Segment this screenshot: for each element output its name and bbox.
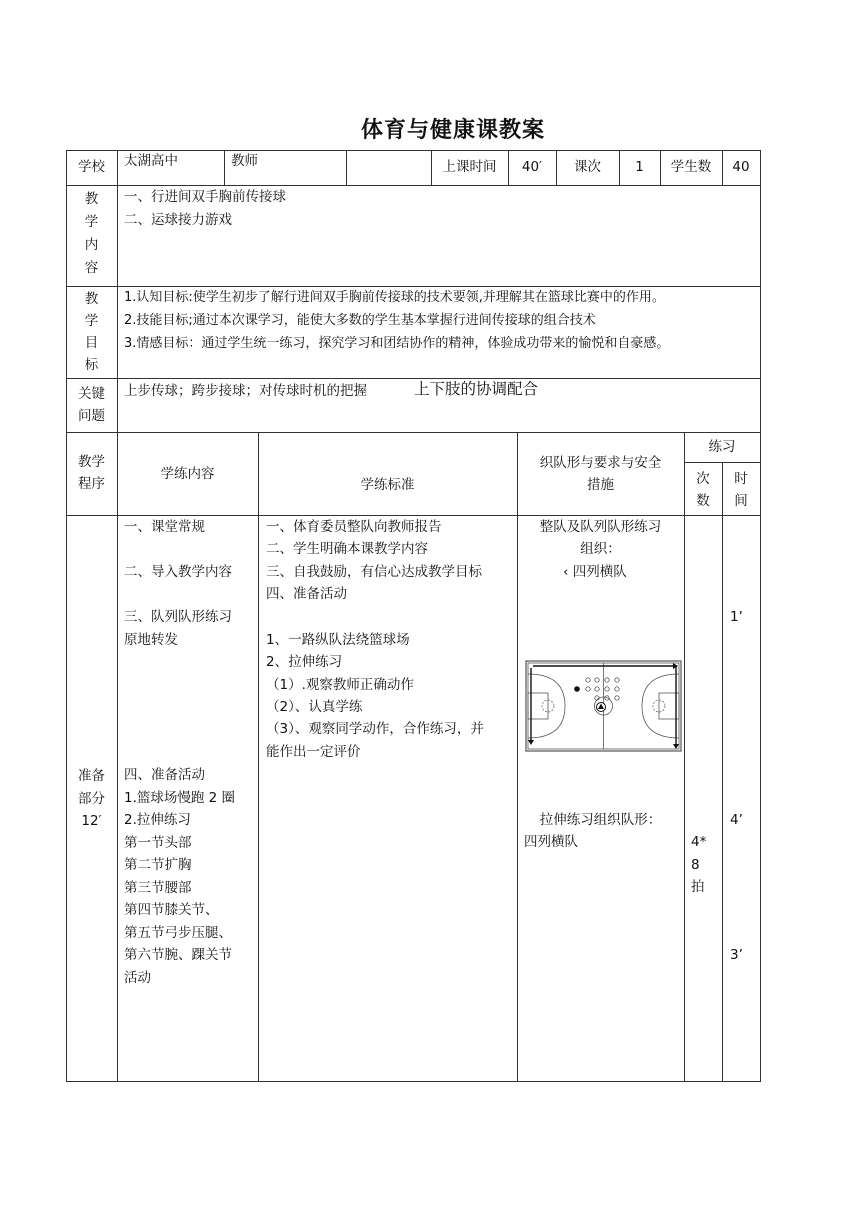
teacher-label: 教师 <box>231 153 258 169</box>
goal-item: 1.认知目标:使学生初步了解行进间双手胸前传接球的技术要领,并理解其在篮球比赛中的作用。 <box>124 290 665 305</box>
basketball-court-diagram <box>525 660 682 752</box>
school-value: 太湖高中 <box>124 153 178 169</box>
lesson-value: 1 <box>635 159 644 175</box>
goal-item: 2.技能目标;通过本次课学习，能使大多数的学生基本掌握行进间传接球的组合技术 <box>124 313 596 328</box>
key-text: 上步传球；跨步接球；对传球时机的把握 <box>124 383 367 399</box>
content-header: 学练内容 <box>160 466 215 482</box>
standard-header: 学练标准 <box>360 477 415 493</box>
students-label: 学生数 <box>670 159 712 175</box>
content-item: 二、运球接力游戏 <box>124 212 232 228</box>
school-label: 学校 <box>78 159 105 175</box>
students-value: 40 <box>732 159 750 175</box>
goal-item: 3.情感目标：通过学生统一练习，探究学习和团结协作的精神，体验成功带来的愉悦和自豪感。 <box>124 336 670 351</box>
content-item: 一、行进间双手胸前传接球 <box>124 189 286 205</box>
practice-header: 练习 <box>708 439 736 455</box>
time-value: 40′ <box>521 159 543 175</box>
page-title: 体育与健康课教案 <box>360 118 545 143</box>
time-label: 上课时间 <box>442 159 497 175</box>
lesson-label: 课次 <box>574 159 601 175</box>
key-text-secondary: 上下肢的协调配合 <box>414 380 539 398</box>
